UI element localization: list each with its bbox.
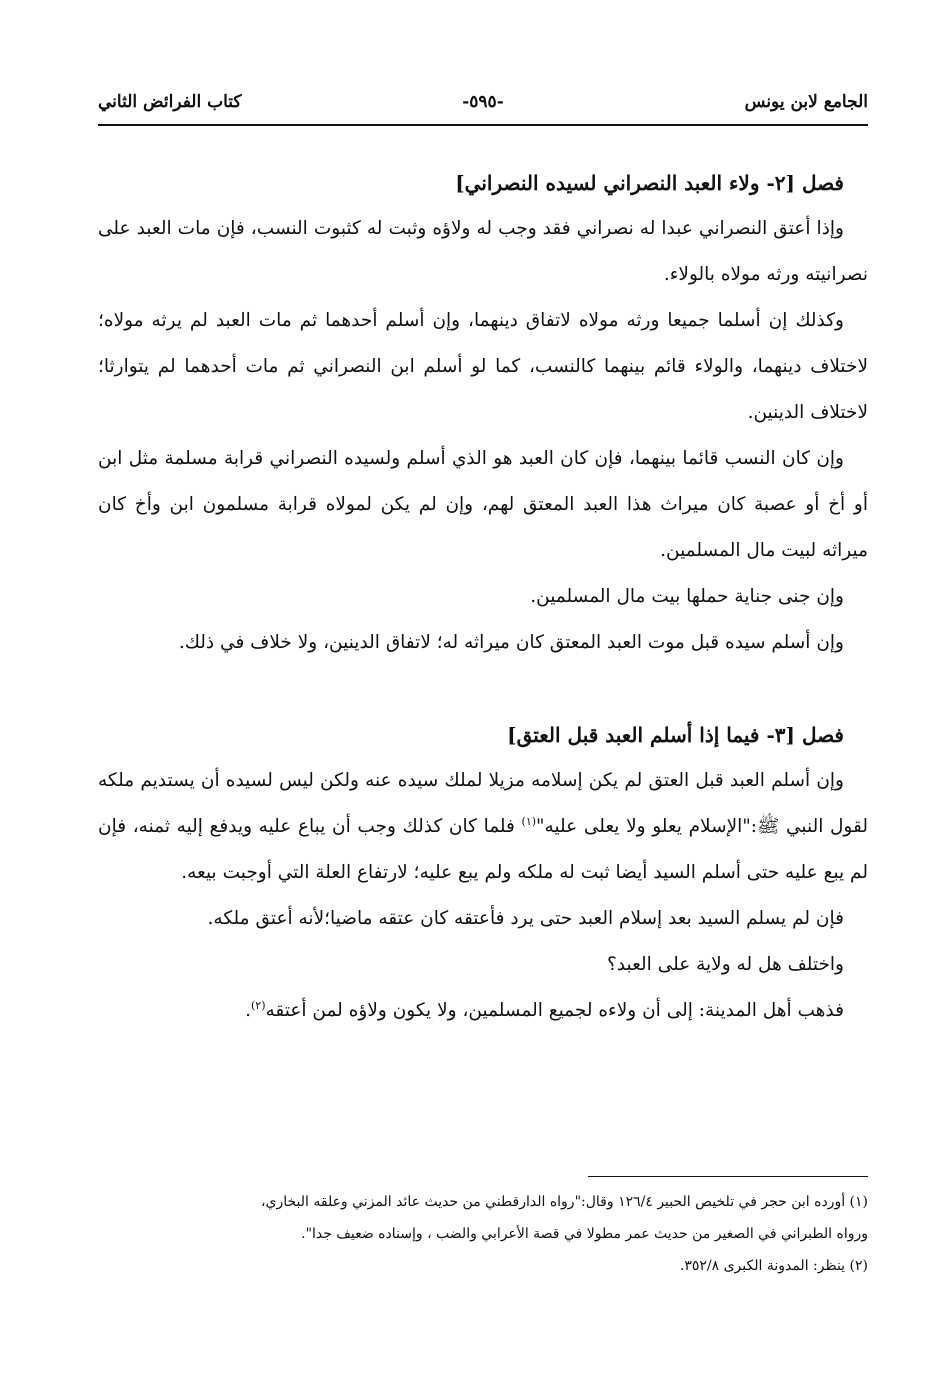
paragraph xyxy=(98,758,868,896)
paragraph: واختلف هل له ولاية على العبد؟ xyxy=(606,954,844,975)
paragraph-text: وإن أسلم العبد قبل العتق لم يكن إسلامه مزيلا لملك سيده عنه ولكن ليس لسيده أن يستديم ملكه لقول النبي ﷺ:"الإسلام يعلو ولا يعلى عليه" xyxy=(98,770,868,837)
footnotes xyxy=(98,1186,868,1282)
footnote-1-line-2: ورواه الطبراني في الصغير من حديث عمر مطولا في قصة الأعرابي والضب ، وإسناده ضعيف جدا". xyxy=(301,1226,868,1242)
paragraph: وإن كان النسب قائما بينهما، فإن كان العبد هو الذي أسلم ولسيده النصراني قرابة مسلمة مثل ابن أو أخ أو عصبة كان ميراث هذا العبد المعتق لهم، وإن لم يكن لمولاه قرابة مسلمون ابن وأخ كان ميراثه لبيت مال المسلمين. xyxy=(98,448,868,561)
book-title: الجامع لابن يونس xyxy=(744,92,868,112)
paragraph: وكذلك إن أسلما جميعا ورثه مولاه لاتفاق دينهما، وإن أسلم أحدهما ثم مات العبد لم يرثه مولاه؛ لاختلاف دينهما، والولاء قائم بينهما كالنسب، كما لو أسلم ابن النصراني ثم مات أحدهما لم يتوارثا؛ لاختلاف الدينين. xyxy=(98,310,868,423)
chapter-title: كتاب الفرائض الثاني xyxy=(98,92,242,112)
paragraph-text: فلما كان كذلك وجب أن يباع عليه ويدفع إليه ثمنه، فإن لم يبع عليه حتى أسلم السيد أيضا ثبت له ملكه ولم يبع عليه؛ لارتفاع العلة التي أوجبت بيعه. xyxy=(98,816,868,883)
section-spacer xyxy=(98,666,868,712)
footnote-1-line-1: (١) أورده ابن حجر في تلخيص الحبير ١٢٦/٤ وقال:"رواه الدارقطني من حديث عائد المزني وعلقه البخاري، xyxy=(260,1194,868,1210)
paragraph-text: فذهب أهل المدينة: إلى أن ولاءه لجميع المسلمين، ولا يكون ولاؤه لمن أعتقه xyxy=(265,1000,844,1021)
paragraph: وإن جنى جناية حملها بيت مال المسلمين. xyxy=(530,586,844,607)
page-number: -٥٩٥- xyxy=(462,92,504,112)
footnote-ref-2[interactable]: (٢) xyxy=(250,998,266,1012)
footnote-divider xyxy=(588,1176,868,1177)
footnote-ref-1[interactable]: (١) xyxy=(521,814,537,828)
paragraph xyxy=(98,988,868,1034)
main-text xyxy=(98,160,868,1034)
paragraph: فإن لم يسلم السيد بعد إسلام العبد حتى يرد فأعتقه كان عتقه ماضيا؛لأنه أعتق ملكه. xyxy=(207,908,844,929)
section-heading-2: فصل [٢- ولاء العبد النصراني لسيده النصراني] xyxy=(455,171,844,195)
paragraph: وإذا أعتق النصراني عبدا له نصراني فقد وجب له ولاؤه وثبت له كثبوت النسب، فإن مات العبد على نصرانيته ورثه مولاه بالولاء. xyxy=(98,218,868,285)
paragraph-text: . xyxy=(245,1000,251,1021)
footnote-2: (٢) ينظر: المدونة الكبرى ٣٥٢/٨. xyxy=(679,1258,868,1274)
header-divider xyxy=(98,124,868,126)
paragraph: وإن أسلم سيده قبل موت العبد المعتق كان ميراثه له؛ لاتفاق الدينين، ولا خلاف في ذلك. xyxy=(178,632,844,653)
section-heading-3: فصل [٣- فيما إذا أسلم العبد قبل العتق] xyxy=(507,723,844,747)
page-header xyxy=(98,92,868,126)
